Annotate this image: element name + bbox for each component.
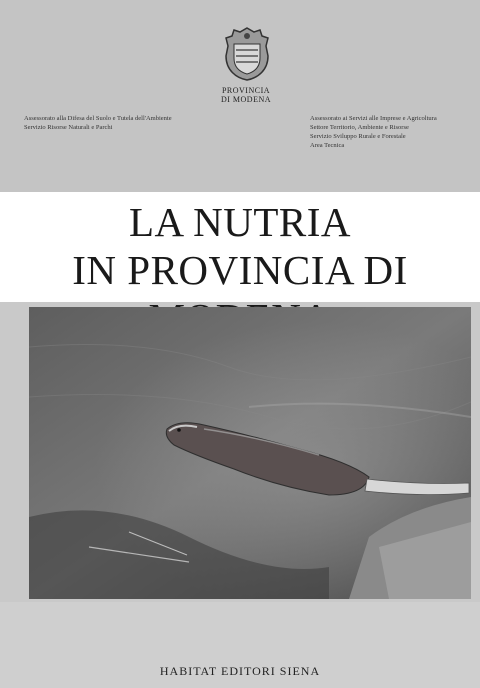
publisher-name: HABITAT EDITORI SIENA <box>159 664 321 678</box>
province-name-line: PROVINCIA <box>221 86 271 95</box>
department-line: Assessorato ai Servizi alle Imprese e Agricoltura <box>310 115 437 122</box>
title-line: LA NUTRIA <box>128 199 351 245</box>
province-name <box>200 86 292 104</box>
department-line: Servizio Risorse Naturali e Parchi <box>24 124 113 131</box>
department-line: Settore Territorio, Ambiente e Risorse <box>310 124 409 131</box>
province-name-line: DI MODENA <box>220 95 272 104</box>
cover-photo <box>29 307 471 599</box>
department-left <box>24 114 214 132</box>
department-right <box>310 114 470 150</box>
header-band <box>0 0 480 192</box>
department-line: Servizio Sviluppo Rurale e Forestale <box>310 133 406 140</box>
title-band <box>0 192 480 302</box>
department-line: Area Tecnica <box>310 142 345 149</box>
title-line: IN PROVINCIA DI <box>72 247 408 293</box>
province-crest-icon <box>224 26 270 82</box>
nutria-swimming-image <box>29 307 471 599</box>
department-line: Assessorato alla Difesa del Suolo e Tutela dell'Ambiente <box>24 115 172 122</box>
